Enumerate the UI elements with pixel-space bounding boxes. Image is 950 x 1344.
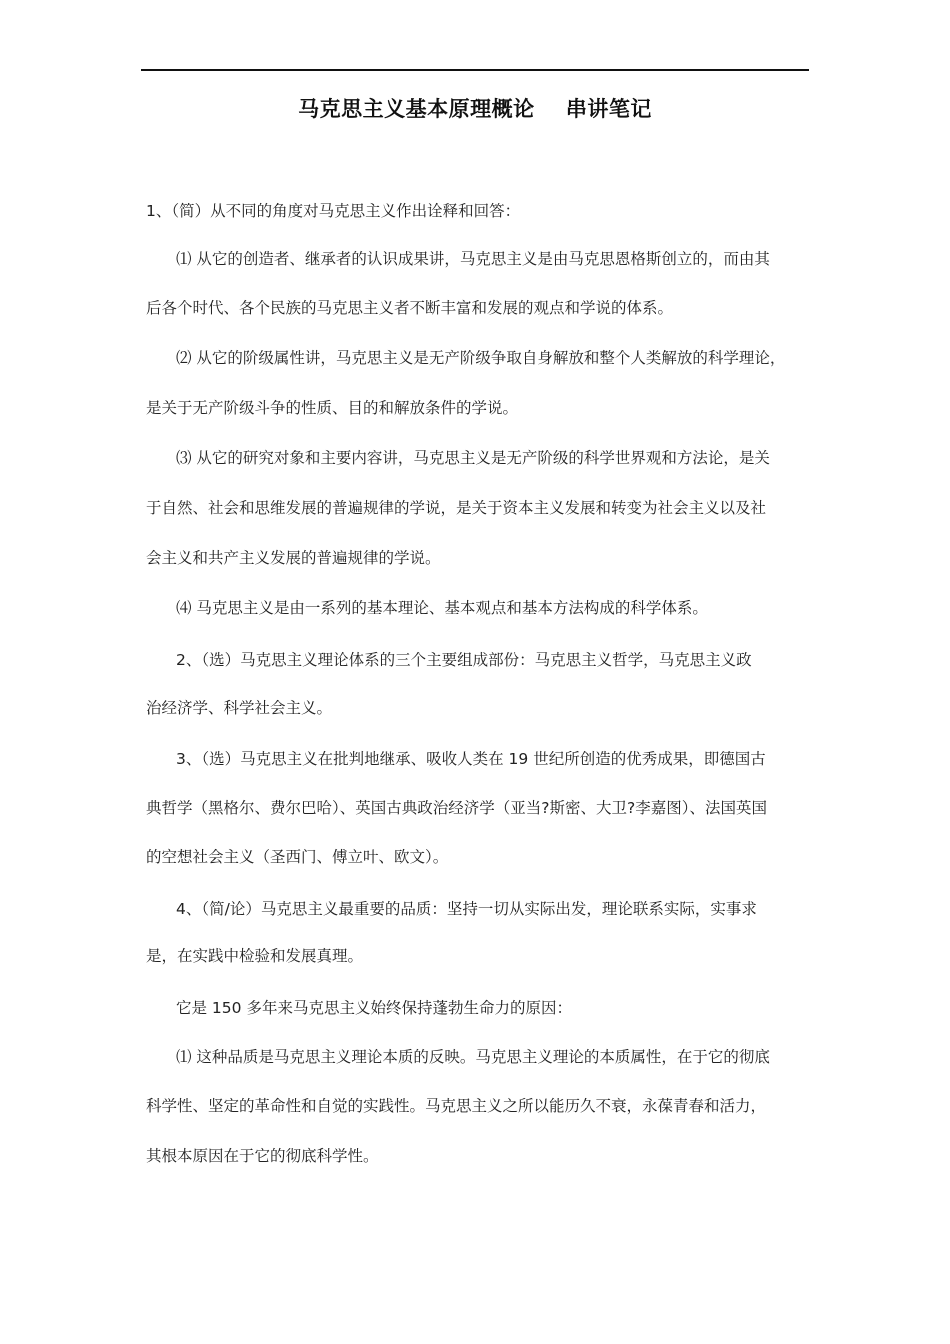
text-line: 会主义和共产主义发展的普遍规律的学说。	[146, 549, 441, 567]
text-line: 于自然、社会和思维发展的普遍规律的学说，是关于资本主义发展和转变为社会主义以及社	[146, 499, 767, 517]
text-line: 科学性、坚定的革命性和自觉的实践性。马克思主义之所以能历久不衰，永葆青春和活力，	[146, 1097, 767, 1115]
text-line: ⑵ 从它的阶级属性讲，马克思主义是无产阶级争取自身解放和整个人类解放的科学理论，	[176, 349, 786, 367]
text-line: 后各个时代、各个民族的马克思主义者不断丰富和发展的观点和学说的体系。	[146, 299, 674, 317]
document-title: 马克思主义基本原理概论 串讲笔记	[298, 97, 652, 121]
text-line: 4、（简/论）马克思主义最重要的品质：坚持一切从实际出发，理论联系实际，实事求	[176, 900, 757, 918]
text-line: 3、（选）马克思主义在批判地继承、吸收人类在 19 世纪所创造的优秀成果，即德国古	[176, 750, 766, 768]
text-line: 的空想社会主义（圣西门、傅立叶、欧文）。	[146, 848, 449, 866]
text-line: 其根本原因在于它的彻底科学性。	[146, 1147, 379, 1165]
text-line: 2、（选）马克思主义理论体系的三个主要组成部份：马克思主义哲学，马克思主义政	[176, 651, 752, 669]
text-line: 是，在实践中检验和发展真理。	[146, 947, 364, 965]
text-line: 治经济学、科学社会主义。	[146, 699, 333, 717]
text-line: ⑷ 马克思主义是由一系列的基本理论、基本观点和基本方法构成的科学体系。	[176, 599, 708, 617]
text-line: ⑴ 这种品质是马克思主义理论本质的反映。马克思主义理论的本质属性，在于它的彻底	[176, 1048, 770, 1066]
text-line: ⑶ 从它的研究对象和主要内容讲，马克思主义是无产阶级的科学世界观和方法论，是关	[176, 449, 770, 467]
text-line: 是关于无产阶级斗争的性质、目的和解放条件的学说。	[146, 399, 519, 417]
text-line: 典哲学（黑格尔、费尔巴哈）、英国古典政治经济学（亚当?斯密、大卫?李嘉图）、法国英国	[146, 799, 767, 817]
text-line: ⑴ 从它的创造者、继承者的认识成果讲，马克思主义是由马克思恩格斯创立的，而由其	[176, 250, 770, 268]
header-rule	[141, 69, 809, 71]
text-line: 它是 150 多年来马克思主义始终保持蓬勃生命力的原因：	[176, 999, 572, 1017]
text-line: 1、（简）从不同的角度对马克思主义作出诠释和回答：	[146, 202, 521, 220]
